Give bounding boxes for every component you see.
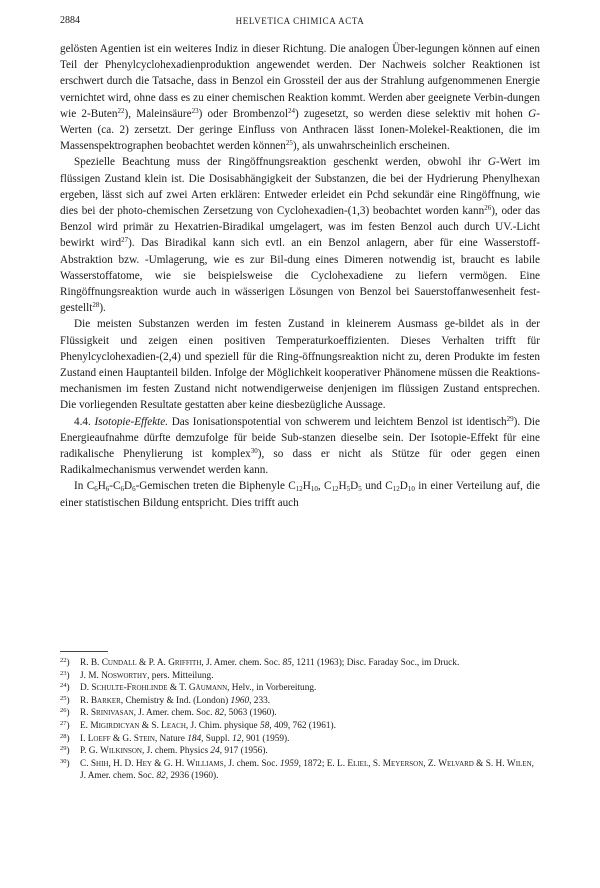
footnote-ref: 25 <box>285 139 293 148</box>
footnote-number-text: 27 <box>60 719 67 727</box>
text-run: ) oder Brombenzol <box>198 107 288 120</box>
text-run: ), Maleinsäure <box>124 107 192 120</box>
page-number: 2884 <box>60 15 80 26</box>
author-name: Shih <box>90 758 109 769</box>
footnote-ref: 22 <box>117 106 125 115</box>
text-run: -Werten (ca. 2) zersetzt. Der geringe Einfluss von Anthracen lässt Ionen-Molekel-Reaktionen, die im Massenspektrographen beobachtet werden können <box>60 107 540 153</box>
paragraph-5 <box>60 478 540 510</box>
text-run: D <box>350 480 359 493</box>
footnote-item <box>60 758 540 783</box>
text-run: R. B. <box>80 658 102 668</box>
subscript: 6 <box>94 485 98 494</box>
text-run: ), so dass er nicht als Stütze für oder gegen einen Radikalmechanismus verwendet werden kann. <box>60 448 540 477</box>
text-run: , Z. <box>423 758 439 769</box>
text-run: , Nature <box>154 733 188 744</box>
text-run: H <box>97 480 106 493</box>
footnote-number-text: 28 <box>60 732 67 740</box>
text-run: , J. chem. Soc. <box>223 758 280 769</box>
text-run: H <box>302 480 311 493</box>
author-name: Loeff <box>87 733 111 744</box>
author-name: Barker <box>90 695 121 706</box>
subscript: 12 <box>295 485 303 494</box>
author-name: Nosworthy <box>101 670 148 681</box>
volume: 12 <box>232 733 242 744</box>
volume: 24 <box>210 746 220 757</box>
text-run: in einer Verteilung auf, die einer statistischen Bildung entspricht. Dies trifft auch <box>60 480 540 509</box>
text-run: P. G. <box>80 746 101 757</box>
section-heading: Isotopie-Effekte. <box>94 415 169 428</box>
text-run: R. <box>80 708 91 719</box>
footnote-ref: 29 <box>506 414 514 423</box>
author-name: Gäumann <box>188 683 228 694</box>
author-name: Stein <box>133 733 155 744</box>
text-run: ) zugesetzt, so werden diese selektiv mit hohen <box>295 107 529 120</box>
footnote-ref: 23 <box>191 106 199 115</box>
footnote-number-text: 26 <box>60 707 67 715</box>
footnote-number: $^{27}$) <box>60 719 70 731</box>
text-run: , J. Amer. chem. Soc. <box>133 708 215 719</box>
footnote-ref: 24 <box>288 106 295 115</box>
text-run: , 2936 (1960). <box>165 771 219 782</box>
text-run: E. <box>80 720 91 731</box>
footnote-item <box>60 707 540 720</box>
text-run: , Suppl. <box>201 733 233 744</box>
subscript: 6 <box>105 485 110 494</box>
text-run: ). Das Biradikal kann sich evtl. an ein Benzol anlagern, aber für eine Wasserstoff-Abstraktion bzw. -Umlagerung, wie es zur Bil-dung eines Dimeren notwendig ist, braucht es labile Wasserstoffatome, wie sie beispielsweise die Cyclohexadiene zu liefern vermögen. Eine Ringöffnungsreaktion wurde auch in wässerigen Lösungen von Benzol bei Sauerstoffanwesenheit fest-gestellt <box>60 237 540 315</box>
author-name: Welvard <box>438 758 474 769</box>
footnote-number: $^{25}$) <box>60 694 70 706</box>
text-run: ). Die Energieaufnahme dürfte demzufolge für beide Sub-stanzen dieselbe sein. Der Isotopie-Effekt für eine radikalische Phenylierung ist komplex <box>60 415 540 461</box>
text-run: , 917 (1956). <box>219 746 268 757</box>
footnote-number: $^{24}$) <box>60 682 70 694</box>
text-run: -Gemischen treten die Biphenyle C <box>135 480 296 493</box>
text-run: H <box>338 480 347 493</box>
footnote-divider <box>60 651 108 652</box>
text-run: , C <box>317 480 332 493</box>
text-run: , J. Amer. chem. Soc. <box>80 758 534 782</box>
text-run: & P. A. <box>136 658 169 668</box>
text-run: , 5063 (1960). <box>224 708 277 719</box>
text-run: & T. <box>167 683 189 694</box>
text-run: gelösten Agentien ist ein weiteres Indiz in dieser Richtung. Die analogen Über-legungen können auf einen Teil der Phenylcyclohexadienproduktion angewendet werden. Der Nachweis solcher Reaktionen ist erschwert durch die Tatsache, dass in Benzol ein Grossteil der aus der Strahlung aufgenommenen Energie vernichtet wird, ohne dass es zu einer chemischen Reaktion kommt. Werden aber geeignete Verbin-dungen wie 2-Buten <box>60 43 540 120</box>
subscript: 5 <box>346 485 351 494</box>
journal-title: HELVETICA CHIMICA ACTA <box>235 16 365 26</box>
text-run: & S. H. <box>473 758 507 769</box>
footnote-ref: 28 <box>92 301 100 310</box>
text-run: Das Ionisationspotential von schwerem und leichtem Benzol ist identisch <box>168 415 507 428</box>
section-number: 4.4. <box>74 415 91 428</box>
text-run: , S. <box>368 758 383 769</box>
footnote-number-text: 24 <box>60 682 67 690</box>
subscript: 6 <box>120 485 124 494</box>
author-name: Wilen <box>506 758 532 769</box>
subscript: 10 <box>310 485 318 494</box>
text-run: , J. Amer. chem. Soc. <box>201 658 283 668</box>
author-name: Migirdicyan <box>90 720 140 731</box>
footnote-number-text: 30 <box>60 757 67 765</box>
footnote-item <box>60 733 540 746</box>
subscript: 5 <box>358 485 362 494</box>
subscript: 12 <box>331 485 339 494</box>
text-run: & G. H. <box>151 758 187 769</box>
text-run: , J. chem. Physics <box>141 746 211 757</box>
footnote-number-text: 22 <box>60 657 67 664</box>
footnote-ref: 26 <box>484 204 492 213</box>
footnote-number: $^{28}$) <box>60 732 70 744</box>
author-name: Wilkinson <box>100 746 142 757</box>
text-run: , H. D. <box>108 758 136 769</box>
year: 1959 <box>279 758 299 769</box>
text-run: D. <box>80 683 92 694</box>
symbol-g: G <box>528 107 537 120</box>
author-name: Leach <box>161 720 186 731</box>
text-run: , 409, 762 (1961). <box>269 720 336 731</box>
paragraph-1 <box>60 41 540 154</box>
text-run: ), oder das Benzol wird primär zu Hexatrien-Biradikal umgelagert, was im festen Benzol auch durch UV.-Licht bewirkt wird <box>60 205 540 250</box>
volume: 82 <box>214 708 225 719</box>
volume: 58 <box>260 720 270 731</box>
symbol-g: G <box>487 156 496 169</box>
author-name: Hey <box>135 758 152 769</box>
text-run: J. M. <box>80 670 102 681</box>
text-run: , 1211 (1963); Disc. Faraday Soc., im Druck. <box>291 658 460 668</box>
paragraph-4 <box>60 414 540 479</box>
text-run: , 233. <box>249 695 271 706</box>
paragraph-2 <box>60 154 540 316</box>
author-name: Griffith <box>168 658 202 668</box>
author-name: Williams <box>186 758 224 769</box>
volume: 82 <box>156 771 166 782</box>
text-run: , Helv., in Vorbereitung. <box>227 683 317 694</box>
text-run: -Wert im flüssigen Zustand klein ist. Die Dosisabhängigkeit der Substanzen, die bei der Hydrierung Phenylhexan ergeben, lässt sich auf zwei Arten erklären: Entweder erleidet ein Pchd sekundär eine Ringöffnung, wie dies bei der photo-chemischen Zersetzung von Cyclohexadien-(1,3) beobachtet worden kann <box>60 156 541 218</box>
text-run: Spezielle Beachtung muss der Ringöffnungsreaktion geschenkt werden, obwohl ihr <box>74 156 488 169</box>
running-header <box>60 14 540 28</box>
footnote-item <box>60 682 540 695</box>
author-name: Schulte-Frohlinde <box>91 683 168 694</box>
footnote-item <box>60 657 540 670</box>
text-run: & S. <box>139 720 162 731</box>
text-run: & G. <box>110 733 134 744</box>
text-run: D <box>399 480 408 493</box>
year: 1960 <box>230 695 250 706</box>
footnote-item <box>60 720 540 733</box>
main-text <box>60 41 540 511</box>
text-run: ). <box>99 302 106 315</box>
footnote-number: $^{30}$) <box>60 757 70 769</box>
footnote-ref: 30 <box>250 447 258 456</box>
text-run: und C <box>361 480 393 493</box>
text-run: , pers. Mitteilung. <box>147 670 214 681</box>
text-run: R. <box>80 695 91 706</box>
footnote-ref: 27 <box>121 236 129 245</box>
text-run: , 1872; E. L. <box>298 758 348 769</box>
text-run: ), als unwahrscheinlich erscheinen. <box>292 140 450 153</box>
subscript: 12 <box>392 485 400 494</box>
footnote-number-text: 23 <box>60 669 67 677</box>
text-run: -C <box>109 480 121 493</box>
author-name: Cundall <box>101 658 137 668</box>
paragraph-3 <box>60 316 540 413</box>
text-run: C. <box>80 758 91 769</box>
text-run: , J. Chim. physique <box>185 720 260 731</box>
volume: 85 <box>282 658 292 668</box>
footnote-number-text: 25 <box>60 694 67 702</box>
text-run: I. <box>80 733 88 744</box>
author-name: Meyerson <box>382 758 424 769</box>
text-run: , Chemistry & Ind. (London) <box>120 695 231 706</box>
footnote-item <box>60 745 540 758</box>
footnotes <box>60 657 540 783</box>
volume: 184 <box>187 733 202 744</box>
footnote-number: $^{23}$) <box>60 669 70 681</box>
text-run: In C <box>74 480 95 493</box>
subscript: 10 <box>407 485 415 494</box>
author-name: Srinivasan <box>90 708 134 719</box>
footnote-item <box>60 670 540 683</box>
text-run: D <box>123 480 133 493</box>
text-run: , 901 (1959). <box>241 733 290 744</box>
footnote-number: $^{22}$) <box>60 657 70 668</box>
footnote-item <box>60 695 540 708</box>
footnote-number: $^{29}$) <box>60 745 70 757</box>
footnote-number-text: 29 <box>60 745 67 753</box>
subscript: 6 <box>132 485 136 494</box>
author-name: Eliel <box>347 758 369 769</box>
footnote-number: $^{26}$) <box>60 707 70 719</box>
text-run: Die meisten Substanzen werden im festen Zustand in kleinerem Ausmass ge-bildet als in der Flüssigkeit und zeigen einen positiven Temperaturkoeffizienten. Dieses Verhalten trifft für Phenylcyclohexadien-(2,4) und speziell für die Ring-öffnungsreaktion nicht zu, deren Produkte im festen Zustand einen Hauptanteil bilden. Infolge der Möglichkeit kooperativer Phänomene müssen die Reaktions-mechanismen im festen Zustand nicht notwendigerweise denjenigen im flüssigen Zustand entsprechen. Die vorliegenden Resultate gestatten aber keine diesbezügliche Aussage. <box>60 318 540 412</box>
